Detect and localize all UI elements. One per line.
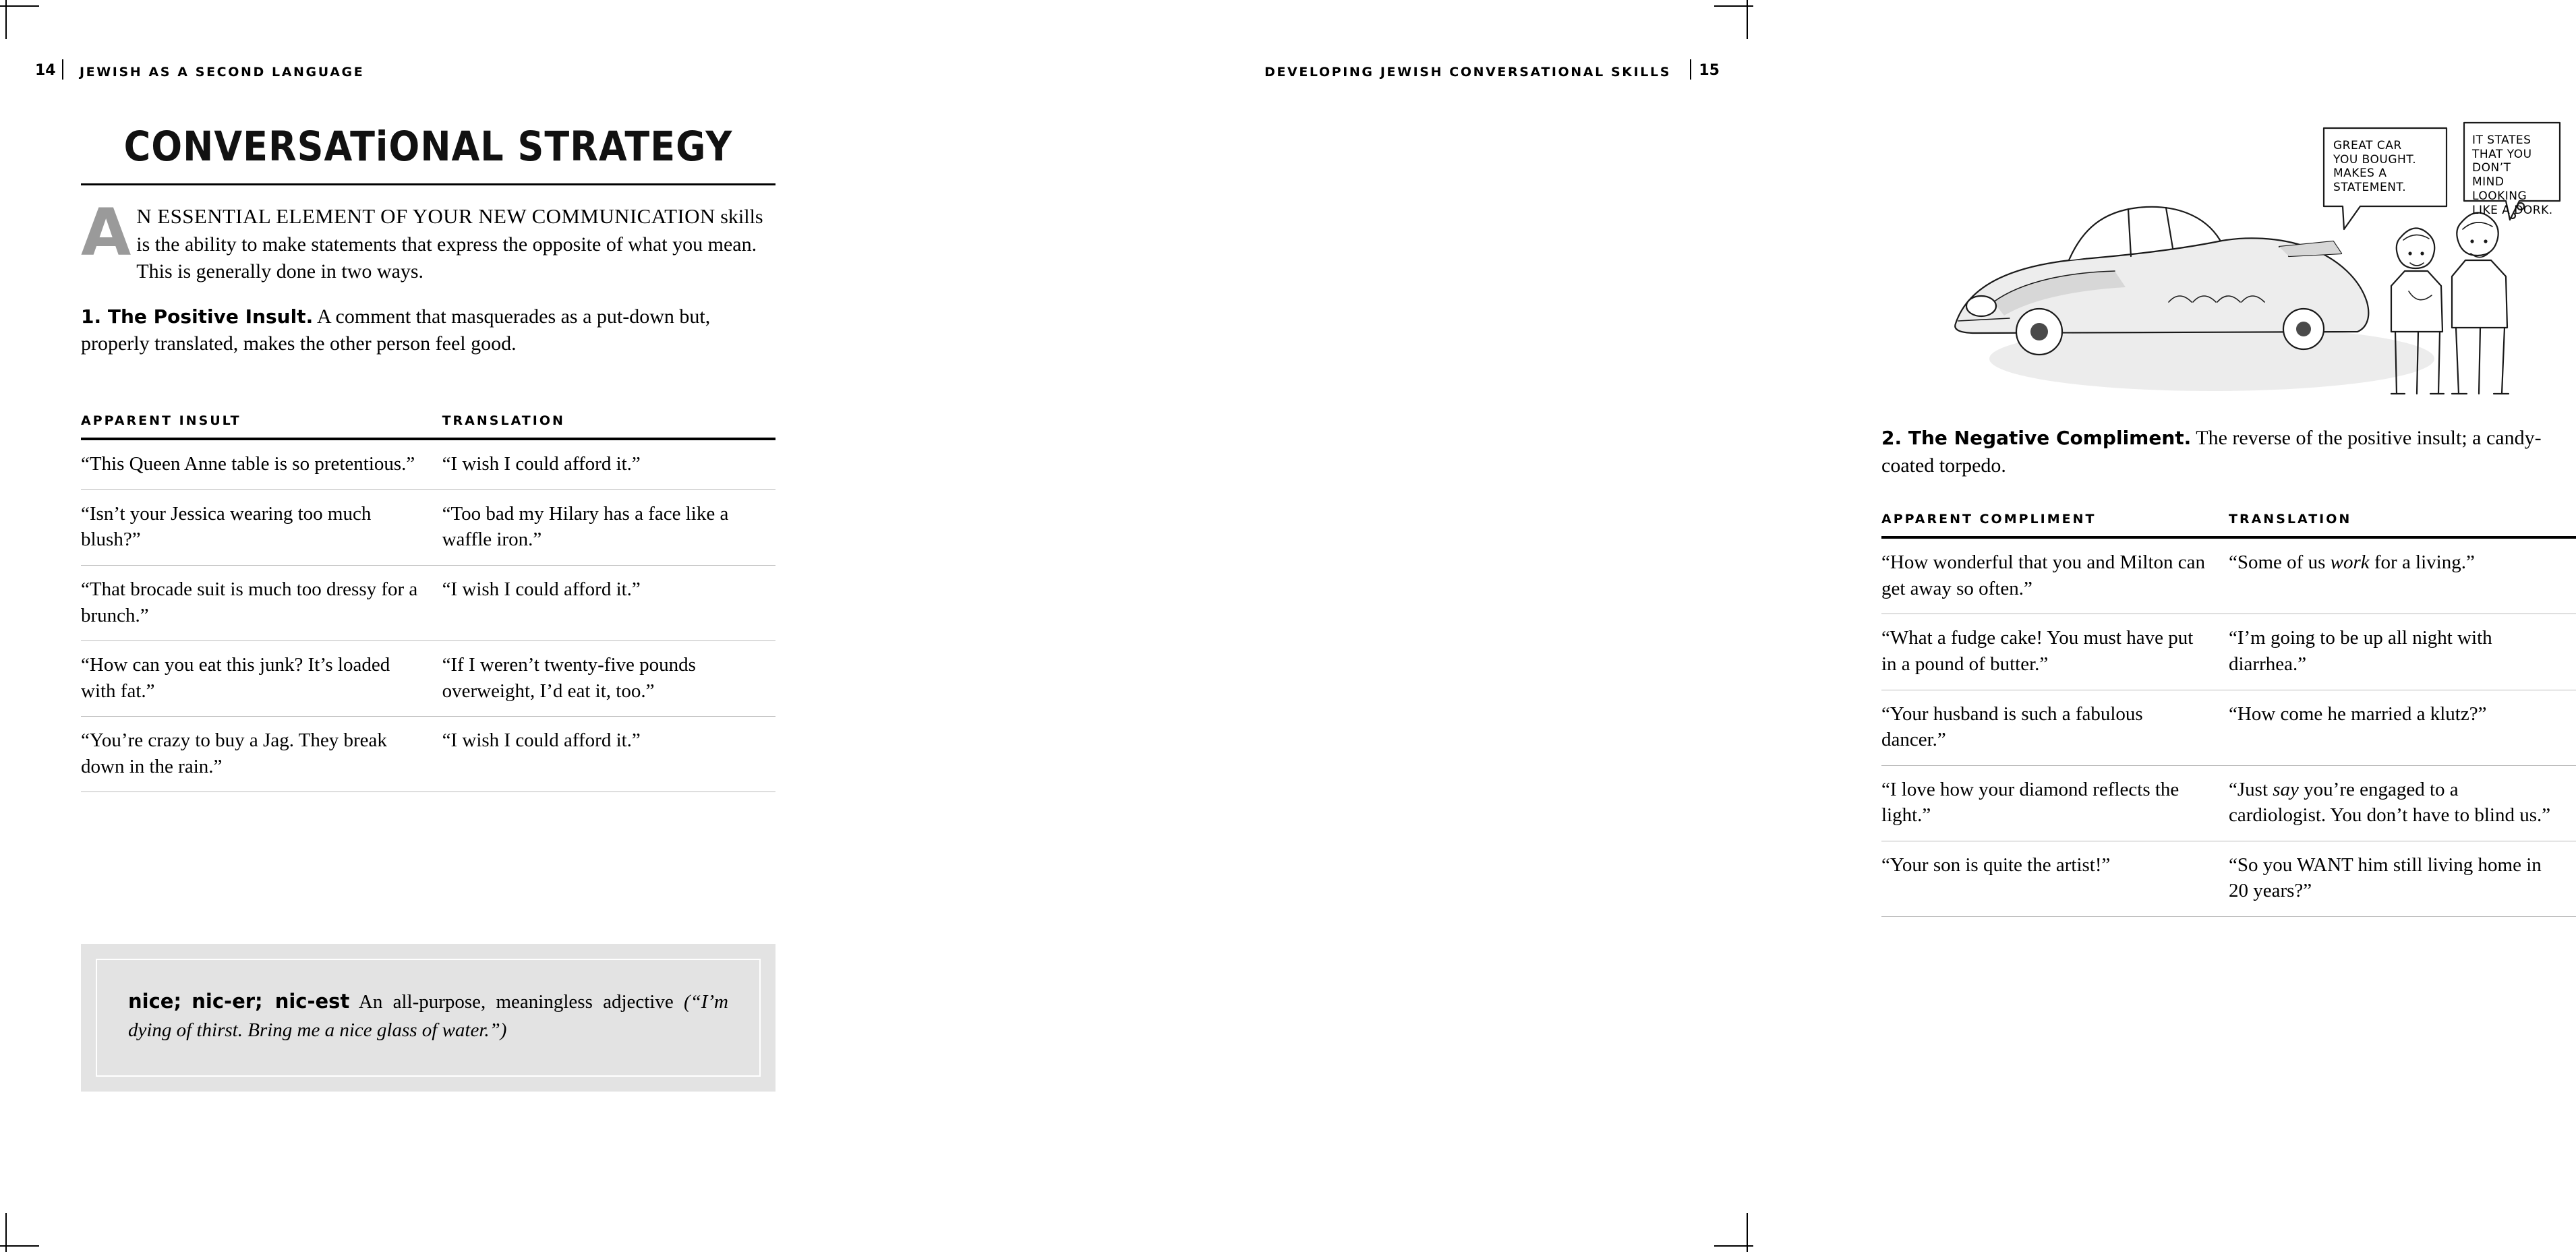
page-title: CONVERSATiONAL STRATEGY xyxy=(123,123,733,171)
table-row xyxy=(81,439,775,489)
bubble-right-line-3: MIND LOOKING xyxy=(2472,175,2527,203)
cell-translation xyxy=(2229,614,2576,690)
cell-translation: “If I weren’t twenty-five pounds overweight, I’d eat it, too.” xyxy=(442,641,775,717)
cell-translation xyxy=(2229,841,2576,916)
table-header-row xyxy=(81,413,775,439)
table-apparent-compliment xyxy=(1881,511,2576,917)
table-row xyxy=(81,489,775,565)
section-one-paragraph xyxy=(81,303,775,358)
left-page xyxy=(0,0,877,1252)
definition-headword: nice; xyxy=(128,990,182,1013)
section-two-text: The reverse of the positive insult; a candy-coated torpedo. xyxy=(1881,427,2542,477)
table-row xyxy=(81,717,775,792)
table-row xyxy=(81,565,775,640)
section-one-text: A comment that masquerades as a put-down but, properly translated, makes the other person feel good. xyxy=(81,305,711,355)
cell-translation: “I wish I could afford it.” xyxy=(442,717,775,792)
translation-pre: “I’m going to be up all night with diarrhea.” xyxy=(2229,627,2492,675)
intro-rest: skills is the ability to make statements that express the opposite of what you mean. This is generally done in two ways. xyxy=(136,206,763,282)
bubble-right-line-2: THAT YOU DON’T xyxy=(2472,147,2532,175)
folio-divider-right xyxy=(1690,59,1691,80)
translation-post: you’re engaged to a cardiologist. You don’t have to blind us.” xyxy=(2229,778,2551,827)
right-page xyxy=(877,0,2553,1252)
bubble-left-line-1: GREAT CAR xyxy=(2333,139,2402,152)
bubble-right-line-1: IT STATES xyxy=(2472,133,2531,147)
definition-box xyxy=(81,944,775,1092)
cell-compliment: “I love how your diamond reflects the light.” xyxy=(1881,765,2229,841)
crop-mark xyxy=(5,0,7,39)
translation-post: for a living.” xyxy=(2369,552,2475,574)
car-illustration xyxy=(1955,207,2368,355)
table-header-row xyxy=(1881,511,2576,537)
table-row xyxy=(1881,537,2576,614)
cell-translation: “I wish I could afford it.” xyxy=(442,565,775,640)
cell-translation xyxy=(2229,765,2576,841)
crop-mark xyxy=(1747,1213,1748,1252)
table-apparent-insult xyxy=(81,413,775,792)
table-row xyxy=(1881,841,2576,916)
cell-insult: “This Queen Anne table is so pretentious.” xyxy=(81,439,442,489)
translation-pre: “So you WANT him still living home in 20 years?” xyxy=(2229,854,2542,902)
definition-box-inner xyxy=(96,959,761,1077)
table-row xyxy=(81,641,775,717)
cell-translation xyxy=(2229,690,2576,765)
column-header-apparent-compliment: APPARENT COMPLIMENT xyxy=(1881,512,2097,527)
definition-body: An all-purpose, meaningless adjective xyxy=(349,991,684,1013)
table-row xyxy=(1881,690,2576,765)
crop-mark xyxy=(1747,0,1748,39)
cell-insult: “How can you eat this junk? It’s loaded with fat.” xyxy=(81,641,442,717)
translation-pre: “Some of us xyxy=(2229,552,2331,574)
column-header-translation: TRANSLATION xyxy=(442,413,565,428)
cell-translation: “Too bad my Hilary has a face like a waffle iron.” xyxy=(442,489,775,565)
intro-smallcaps: N ESSENTIAL ELEMENT OF YOUR NEW COMMUNICATION xyxy=(136,204,715,228)
definition-example: (“I’m dying of thirst. Bring me a nice glass of water.”) xyxy=(128,991,728,1042)
section-two-paragraph xyxy=(1881,425,2576,479)
title-rule xyxy=(81,183,775,185)
folio-divider-left xyxy=(62,59,63,80)
cartoon-svg xyxy=(1929,121,2536,405)
cell-translation: “I wish I could afford it.” xyxy=(442,439,775,489)
bubble-left-line-3: MAKES A xyxy=(2333,167,2387,181)
drop-cap: A xyxy=(81,195,131,270)
section-one-label: 1. The Positive Insult. xyxy=(81,305,314,328)
cell-translation xyxy=(2229,537,2576,614)
crop-mark xyxy=(5,1213,7,1252)
column-header-apparent-insult: APPARENT INSULT xyxy=(81,413,241,428)
intro-paragraph xyxy=(81,195,775,358)
running-head-right: DEVELOPING JEWISH CONVERSATIONAL SKILLS xyxy=(1264,65,1671,80)
cell-compliment: “How wonderful that you and Milton can get away so often.” xyxy=(1881,537,2229,614)
table-row xyxy=(1881,614,2576,690)
cell-insult: “That brocade suit is much too dressy for a brunch.” xyxy=(81,565,442,640)
bubble-left-text xyxy=(2333,139,2441,195)
table-row xyxy=(1881,765,2576,841)
cell-compliment: “What a fudge cake! You must have put in a pound of butter.” xyxy=(1881,614,2229,690)
bubble-right-line-4: LIKE A DORK. xyxy=(2472,203,2553,217)
running-head-left: JEWISH AS A SECOND LANGUAGE xyxy=(80,65,365,80)
cartoon-illustration xyxy=(1929,121,2553,405)
folio-left: 14 xyxy=(35,62,56,79)
cell-compliment: “Your son is quite the artist!” xyxy=(1881,841,2229,916)
bubble-left-line-4: STATEMENT. xyxy=(2333,181,2407,195)
man-right-illustration xyxy=(2452,193,2534,394)
section-two-label: 2. The Negative Compliment. xyxy=(1881,427,2192,449)
translation-pre: “How come he married a klutz?” xyxy=(2229,703,2487,725)
translation-pre: “Just xyxy=(2229,778,2273,800)
cell-insult: “Isn’t your Jessica wearing too much blush?” xyxy=(81,489,442,565)
cell-compliment: “Your husband is such a fabulous dancer.” xyxy=(1881,690,2229,765)
definition-forms: nic-er; nic-est xyxy=(192,990,350,1013)
bubble-left-line-2: YOU BOUGHT. xyxy=(2333,152,2417,167)
translation-emphasis: work xyxy=(2330,552,2370,574)
bubble-right-text xyxy=(2472,133,2561,217)
translation-emphasis: say xyxy=(2273,778,2299,800)
cell-insult: “You’re crazy to buy a Jag. They break down in the rain.” xyxy=(81,717,442,792)
column-header-translation: TRANSLATION xyxy=(2229,512,2352,527)
folio-right: 15 xyxy=(1699,62,1720,79)
